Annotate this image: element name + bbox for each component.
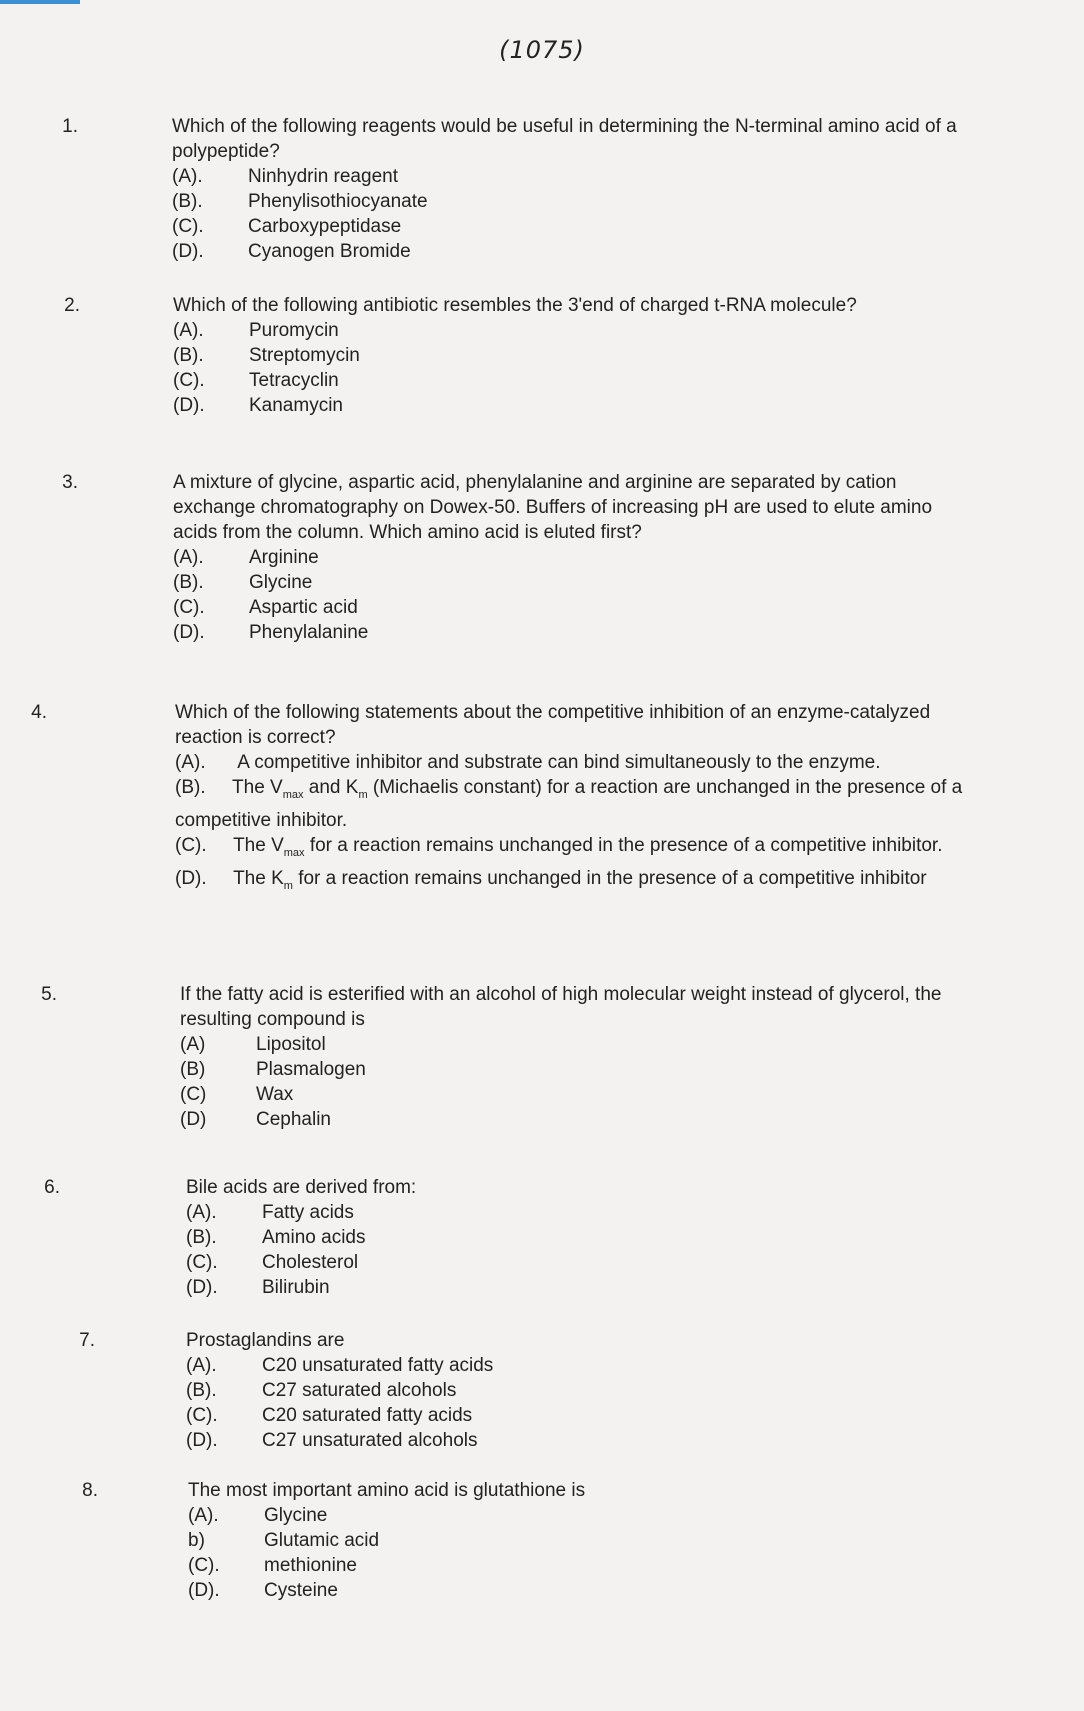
option-d: (D). Phenylalanine — [173, 622, 369, 643]
option-c: (C). Tetracyclin — [173, 370, 339, 391]
option-c: (C). Carboxypeptidase — [172, 216, 402, 237]
question-number: 2. — [64, 295, 80, 316]
option-c: (C). methionine — [188, 1555, 357, 1576]
option-b: (B). C27 saturated alcohols — [186, 1380, 457, 1401]
question-stem: Which of the following reagents would be useful in determining the N-terminal amino acid of a polypeptide? — [172, 116, 957, 162]
option-d: (D). The $K_m$ for a reaction remains unchanged in the presence of a competitive inhibitor — [175, 867, 927, 892]
question-number: 3. — [62, 472, 78, 493]
option-b: (B) Plasmalogen — [180, 1059, 366, 1080]
question-stem: The most important amino acid is glutathione is — [188, 1480, 586, 1501]
question-number: 6. — [44, 1177, 60, 1198]
option-d: (D) Cephalin — [180, 1109, 331, 1130]
question-number: 8. — [82, 1480, 98, 1501]
option-d: (D). Cyanogen Bromide — [172, 241, 411, 262]
option-a: (A). Ninhydrin reagent — [172, 166, 398, 187]
question-stem: If the fatty acid is esterified with an alcohol of high molecular weight instead of glycerol, the resulting compound is — [180, 984, 942, 1030]
question-number: 5. — [41, 984, 57, 1005]
option-a: (A). Puromycin — [173, 320, 339, 341]
option-a: (A). Glycine — [188, 1505, 328, 1526]
option-a: (A) Lipositol — [180, 1034, 326, 1055]
question-stem: A mixture of glycine, aspartic acid, phenylalanine and arginine are separated by cation exchange chromatography on Dowex-50. Buffers of increasing pH are used to elute amino acids from the column. Which amino acid is eluted first? — [173, 472, 933, 543]
page-code: (1075) — [499, 36, 585, 64]
option-b: (B). Streptomycin — [173, 345, 360, 366]
option-d: (D). Bilirubin — [186, 1277, 330, 1298]
option-a: (A). Fatty acids — [186, 1202, 354, 1223]
option-b: (B). Amino acids — [186, 1227, 366, 1248]
option-c: (C) Wax — [180, 1084, 294, 1105]
option-c: (C). Cholesterol — [186, 1252, 359, 1273]
question-stem: Bile acids are derived from: — [186, 1177, 417, 1198]
option-d: (D). Cysteine — [188, 1580, 338, 1601]
option-d: (D). C27 unsaturated alcohols — [186, 1430, 478, 1451]
question-number: 7. — [79, 1330, 95, 1351]
option-c: (C). Aspartic acid — [173, 597, 358, 618]
option-a: (A). Arginine — [173, 547, 319, 568]
option-a: (A). A competitive inhibitor and substrate can bind simultaneously to the enzyme. — [175, 752, 881, 773]
option-b: b) Glutamic acid — [188, 1530, 380, 1551]
question-stem: Prostaglandins are — [186, 1330, 345, 1351]
corner-mark — [0, 0, 80, 4]
option-b: (B). Glycine — [173, 572, 313, 593]
question-stem: Which of the following antibiotic resembles the 3'end of charged t-RNA molecule? — [173, 295, 857, 316]
question-number: 1. — [62, 116, 78, 137]
option-b: (B). The $V_{max}$ and $K_m$ (Michaelis constant) for a reaction are unchanged in the presence of a competitive inhibitor. — [175, 777, 963, 831]
option-a: (A). C20 unsaturated fatty acids — [186, 1355, 494, 1376]
option-d: (D). Kanamycin — [173, 395, 343, 416]
question-number: 4. — [31, 702, 47, 723]
option-b: (B). Phenylisothiocyanate — [172, 191, 428, 212]
option-c: (C). C20 saturated fatty acids — [186, 1405, 473, 1426]
option-c: (C). The $V_{max}$ for a reaction remains unchanged in the presence of a competitive inhibitor. — [175, 834, 943, 859]
question-stem: Which of the following statements about the competitive inhibition of an enzyme-catalyzed reaction is correct? — [175, 702, 931, 748]
